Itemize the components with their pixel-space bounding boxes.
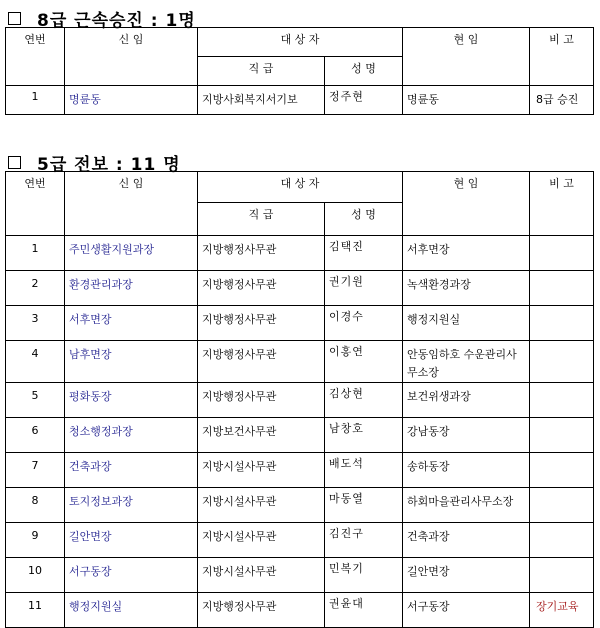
table-row bbox=[6, 558, 594, 593]
row-current: 보건위생과장 bbox=[403, 383, 530, 418]
row-no: 9 bbox=[6, 523, 65, 558]
row-name: 김진구 bbox=[325, 523, 403, 558]
row-current: 강남동장 bbox=[403, 418, 530, 453]
row-rank: 지방행정사무관 bbox=[198, 593, 325, 628]
header-current: 현 임 bbox=[403, 28, 530, 86]
table-row bbox=[6, 341, 594, 383]
row-new-post: 건축과장 bbox=[65, 453, 198, 488]
table-row bbox=[6, 523, 594, 558]
table-row bbox=[6, 488, 594, 523]
table-row bbox=[6, 593, 594, 628]
table-row bbox=[6, 86, 594, 115]
row-current: 행정지원실 bbox=[403, 306, 530, 341]
row-new-post: 환경관리과장 bbox=[65, 271, 198, 306]
row-rank: 지방행정사무관 bbox=[198, 271, 325, 306]
row-rank: 지방행정사무관 bbox=[198, 383, 325, 418]
row-current: 명륜동 bbox=[403, 86, 530, 115]
row-name: 권기원 bbox=[325, 271, 403, 306]
table-row bbox=[6, 383, 594, 418]
row-current: 안동임하호 수운관리사무소장 bbox=[403, 341, 530, 383]
header-note: 비 고 bbox=[530, 172, 594, 236]
row-rank: 지방시설사무관 bbox=[198, 558, 325, 593]
section1-title: 8급 근속승진 : 1명 bbox=[37, 11, 196, 31]
row-note bbox=[530, 271, 594, 306]
header-note: 비 고 bbox=[530, 28, 594, 86]
header-name: 성 명 bbox=[325, 203, 403, 236]
section1-checkbox-icon bbox=[8, 12, 21, 25]
header-rank: 직 급 bbox=[198, 203, 325, 236]
row-name: 이홍연 bbox=[325, 341, 403, 383]
row-note bbox=[530, 306, 594, 341]
row-name: 민복기 bbox=[325, 558, 403, 593]
table-row bbox=[6, 453, 594, 488]
header-new-post: 신 임 bbox=[65, 28, 198, 86]
section2-title: 5급 전보 : 11 명 bbox=[37, 155, 181, 175]
row-new-post: 남후면장 bbox=[65, 341, 198, 383]
row-no: 1 bbox=[6, 86, 65, 115]
row-rank: 지방행정사무관 bbox=[198, 236, 325, 271]
row-new-post: 행정지원실 bbox=[65, 593, 198, 628]
row-no: 11 bbox=[6, 593, 65, 628]
row-rank: 지방시설사무관 bbox=[198, 488, 325, 523]
row-new-post: 평화동장 bbox=[65, 383, 198, 418]
row-new-post: 길안면장 bbox=[65, 523, 198, 558]
table-row bbox=[6, 418, 594, 453]
row-name: 김상현 bbox=[325, 383, 403, 418]
row-name: 배도석 bbox=[325, 453, 403, 488]
row-note: 8급 승진 bbox=[530, 86, 594, 115]
row-current: 서구동장 bbox=[403, 593, 530, 628]
row-rank: 지방행정사무관 bbox=[198, 306, 325, 341]
header-no: 연번 bbox=[6, 28, 65, 86]
row-name: 정주현 bbox=[325, 86, 403, 115]
row-new-post: 서구동장 bbox=[65, 558, 198, 593]
row-name: 김택진 bbox=[325, 236, 403, 271]
header-no: 연번 bbox=[6, 172, 65, 236]
row-note bbox=[530, 383, 594, 418]
header-current: 현 임 bbox=[403, 172, 530, 236]
table-row bbox=[6, 236, 594, 271]
row-no: 10 bbox=[6, 558, 65, 593]
row-no: 3 bbox=[6, 306, 65, 341]
header-target: 대 상 자 bbox=[198, 28, 403, 57]
row-note bbox=[530, 453, 594, 488]
row-current: 서후면장 bbox=[403, 236, 530, 271]
row-rank: 지방보건사무관 bbox=[198, 418, 325, 453]
row-note bbox=[530, 236, 594, 271]
row-note bbox=[530, 523, 594, 558]
row-current: 길안면장 bbox=[403, 558, 530, 593]
row-note bbox=[530, 558, 594, 593]
row-new-post: 토지정보과장 bbox=[65, 488, 198, 523]
row-current: 녹색환경과장 bbox=[403, 271, 530, 306]
section2-table bbox=[5, 171, 594, 628]
header-rank: 직 급 bbox=[198, 57, 325, 86]
row-note bbox=[530, 341, 594, 383]
section2-checkbox-icon bbox=[8, 156, 21, 169]
section1-table bbox=[5, 27, 594, 115]
row-new-post: 청소행정과장 bbox=[65, 418, 198, 453]
row-rank: 지방사회복지서기보 bbox=[198, 86, 325, 115]
row-new-post: 주민생활지원과장 bbox=[65, 236, 198, 271]
row-no: 4 bbox=[6, 341, 65, 383]
row-rank: 지방시설사무관 bbox=[198, 453, 325, 488]
header-name: 성 명 bbox=[325, 57, 403, 86]
row-no: 1 bbox=[6, 236, 65, 271]
row-name: 이경수 bbox=[325, 306, 403, 341]
row-new-post: 명륜동 bbox=[65, 86, 198, 115]
row-note bbox=[530, 418, 594, 453]
row-rank: 지방행정사무관 bbox=[198, 341, 325, 383]
row-current: 송하동장 bbox=[403, 453, 530, 488]
row-no: 8 bbox=[6, 488, 65, 523]
row-no: 2 bbox=[6, 271, 65, 306]
header-target: 대 상 자 bbox=[198, 172, 403, 203]
row-note: 장기교육 bbox=[530, 593, 594, 628]
row-name: 권윤대 bbox=[325, 593, 403, 628]
table-row bbox=[6, 306, 594, 341]
row-note bbox=[530, 488, 594, 523]
row-no: 7 bbox=[6, 453, 65, 488]
row-name: 남창호 bbox=[325, 418, 403, 453]
row-current: 건축과장 bbox=[403, 523, 530, 558]
header-new-post: 신 임 bbox=[65, 172, 198, 236]
row-name: 마동열 bbox=[325, 488, 403, 523]
row-no: 5 bbox=[6, 383, 65, 418]
row-current: 하회마을관리사무소장 bbox=[403, 488, 530, 523]
row-no: 6 bbox=[6, 418, 65, 453]
row-rank: 지방시설사무관 bbox=[198, 523, 325, 558]
row-new-post: 서후면장 bbox=[65, 306, 198, 341]
table-row bbox=[6, 271, 594, 306]
